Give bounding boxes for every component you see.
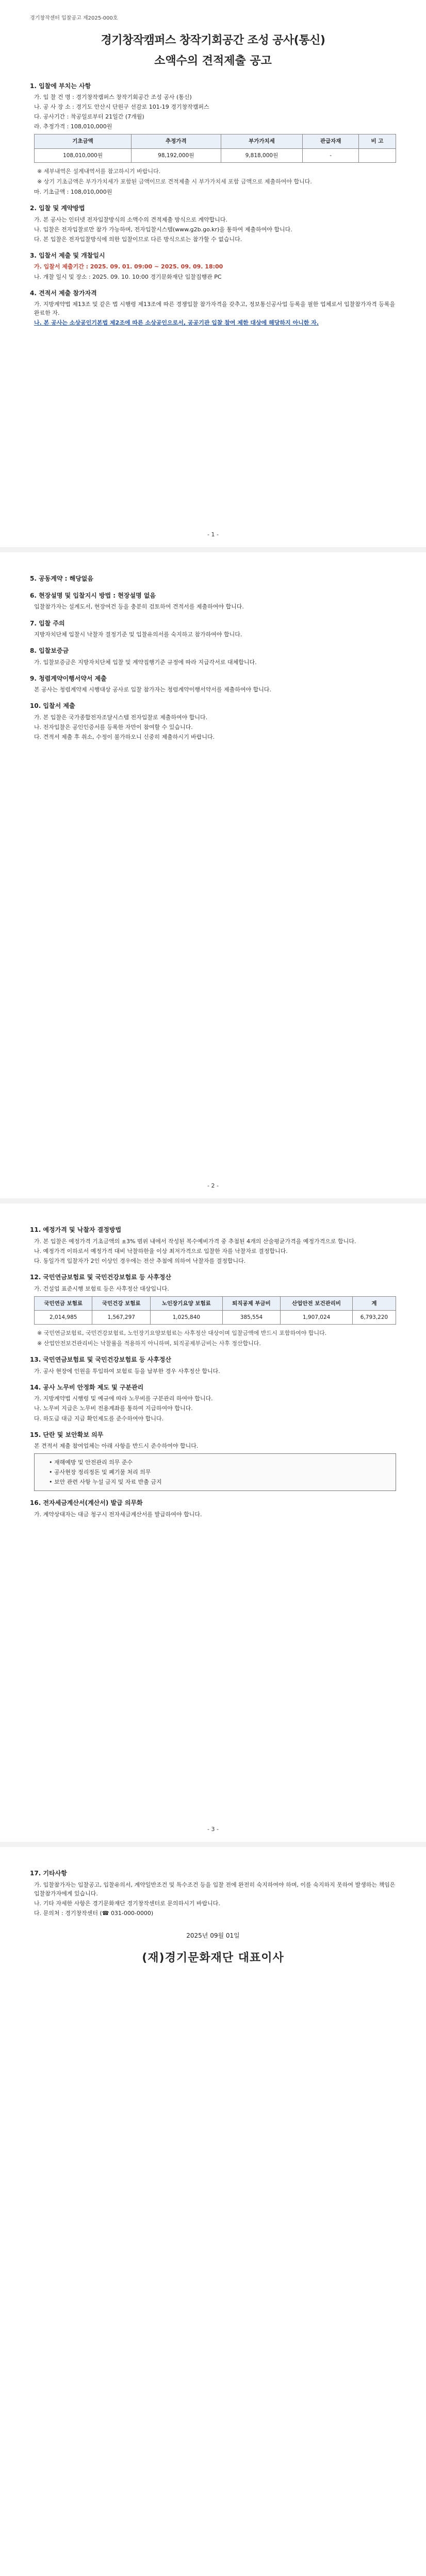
page-separator xyxy=(0,1842,426,1847)
list-item: 가. 입찰서 제출기간 : 2025. 09. 01. 09:00 ~ 2025. 09. 09. 18:00 xyxy=(34,263,223,270)
table-header-cell: 계 xyxy=(352,1296,396,1310)
list-item: 가. 본 입찰은 국가종합전자조달시스템 전자입찰로 제출하여야 합니다. xyxy=(34,714,208,721)
list-item: 가. 본 공사는 인터넷 전자입찰방식의 소액수의 견적제출 방식으로 계약합니다. xyxy=(34,216,227,223)
table-header-cell: 퇴직공제 부금비 xyxy=(222,1296,280,1310)
list-item: 다. 하도급 대금 지급 확인제도를 준수하여야 합니다. xyxy=(34,1415,164,1422)
list-item: 다. 공사기간 : 착공일로부터 21일간 (7개월) xyxy=(34,113,144,121)
paragraph: 본 견적서 제출 참여업체는 아래 사항을 반드시 준수하여야 합니다. xyxy=(34,1443,199,1450)
spacer xyxy=(30,742,396,1165)
table-header-cell: 노인장기요양 보험료 xyxy=(150,1296,222,1310)
table-header-cell: 국민건강 보험료 xyxy=(92,1296,150,1310)
list-item: 나. 개찰 일시 및 장소 : 2025. 09. 10. 10:00 경기문화재단 입찰집행관 PC xyxy=(34,273,222,280)
list-item: 가. 본 입찰은 예정가격 기초금액의 ±3% 범위 내에서 작성된 복수예비가격 중 추첨된 4개의 산술평균가격을 예정가격으로 합니다. xyxy=(34,1238,356,1245)
table-header-row xyxy=(35,1296,396,1310)
header-tag: 경기창작센터 입찰공고 제2025-000호 xyxy=(30,15,118,21)
closing-block xyxy=(30,1931,396,1968)
price-table xyxy=(34,134,396,163)
table-cell: 1,907,024 xyxy=(281,1310,353,1324)
list-item: 나. 입찰은 전자입찰로만 참가 가능하며, 전자입찰시스템(www.g2b.go.kr)을 통하여 제출하여야 합니다. xyxy=(34,226,292,233)
document-body xyxy=(0,1847,426,2576)
page-title: 경기창작캠퍼스 창작기회공간 조성 공사(통신) xyxy=(101,33,325,47)
table-header-cell: 비 고 xyxy=(358,134,396,148)
page-separator xyxy=(0,547,426,552)
list-item: 나. 예정가격 이하로서 예정가격 대비 낙찰하한율 이상 최저가격으로 입찰한 자를 낙찰자로 결정합니다. xyxy=(34,1247,288,1255)
document-page-2 xyxy=(0,552,426,1198)
list-item: 다. 동일가격 입찰자가 2인 이상인 경우에는 전산 추첨에 의하여 낙찰자를 결정합니다. xyxy=(34,1257,246,1264)
paragraph: 가. 입찰보증금은 지방자치단체 입찰 및 계약집행기준 규정에 따라 지급각서로 대체합니다. xyxy=(34,658,257,666)
table-header-cell: 기초금액 xyxy=(35,134,132,148)
notice-box xyxy=(34,1453,396,1491)
paragraph: 본 공사는 청렴계약제 시행대상 공사로 입찰 참가자는 청렴계약이행서약서를 제출하여야 합니다. xyxy=(34,686,272,693)
box-item: • 공사현장 정리정돈 및 폐기물 처리 의무 xyxy=(49,1469,151,1476)
table-cell xyxy=(358,148,396,162)
table-cell: 9,818,000원 xyxy=(221,148,303,162)
section-heading: 15. 단란 및 보안확보 의무 xyxy=(30,1431,104,1438)
section-heading: 5. 공동계약 : 해당없음 xyxy=(30,575,93,583)
list-item: 마. 기초금액 : 108,010,000원 xyxy=(34,189,112,196)
list-item: 다. 본 입찰은 전자입찰방식에 의한 입찰이므로 다른 방식으로는 참가할 수 없습니다. xyxy=(34,235,242,243)
table-header-row xyxy=(35,134,396,148)
list-item: 나. 기타 자세한 사항은 경기문화재단 경기창작센터로 문의하시기 바랍니다. xyxy=(34,1900,220,1907)
table-row xyxy=(35,148,396,162)
list-item: 가. 입 찰 건 명 : 경기창작캠퍼스 창작기회공간 조성 공사 (통신) xyxy=(34,94,192,101)
spacer xyxy=(30,1520,396,1808)
section-heading: 11. 예정가격 및 낙찰자 결정방법 xyxy=(30,1226,122,1234)
table-cell: 1,025,840 xyxy=(150,1310,222,1324)
document-body xyxy=(0,1204,426,1819)
section-heading: 12. 국민연금보험료 및 국민건강보험료 등 사후정산 xyxy=(30,1273,171,1281)
section-heading: 3. 입찰서 제출 및 개찰일시 xyxy=(30,251,105,259)
paragraph: 입찰참가자는 설계도서, 현장여건 등을 충분히 검토하여 견적서를 제출하여야 합니다. xyxy=(34,603,244,611)
table-header-cell: 관급자재 xyxy=(303,134,358,148)
section-heading: 13. 국민연금보험료 및 국민건강보험료 등 사후정산 xyxy=(30,1356,171,1364)
note-text: ※ 세부내역은 설계내역서를 참고하시기 바랍니다. xyxy=(37,168,161,175)
section-heading: 1. 입찰에 부치는 사항 xyxy=(30,82,91,90)
spacer xyxy=(30,328,396,514)
list-item: 가. 지방계약법 시행령 및 예규에 따라 노무비를 구분관리 하여야 합니다. xyxy=(34,1395,213,1402)
table-cell: 98,192,000원 xyxy=(132,148,221,162)
paragraph: 가. 공사 현장에 인원을 투입하여 보험료 등을 납부한 경우 사후정산 합니다. xyxy=(34,1367,220,1375)
paragraph: 가. 건설업 표준시행 보험료 등은 사후정산 대상입니다. xyxy=(34,1285,169,1292)
table-header-cell: 산업안전 보건관리비 xyxy=(281,1296,353,1310)
list-item: 나. 전자입찰은 공인인증서를 등록한 자만이 참여할 수 있습니다. xyxy=(34,724,193,731)
table-header-cell: 부가가치세 xyxy=(221,134,303,148)
page-separator xyxy=(0,1198,426,1204)
document-body xyxy=(0,0,426,524)
list-item: 나. 공 사 장 소 : 경기도 안산시 단원구 선감로 101-19 경기창작캠퍼스 xyxy=(34,104,209,111)
section-heading: 8. 입찰보증금 xyxy=(30,647,69,655)
document-page-1 xyxy=(0,0,426,547)
section-heading: 4. 견적서 제출 참가자격 xyxy=(30,289,97,297)
note-text: ※ 상기 기초금액은 부가가치세가 포함된 금액이므로 견적제출 시 부가가치세 포함 금액으로 제출하여야 합니다. xyxy=(37,178,312,185)
note-text: ※ 산업안전보건관리비는 낙찰률을 적용하지 아니하며, 퇴직공제부금비는 사후 정산합니다. xyxy=(37,1340,261,1347)
table-cell: 2,014,985 xyxy=(35,1310,92,1324)
table-header-cell: 국민연금 보험료 xyxy=(35,1296,92,1310)
section-heading: 6. 현장설명 및 입찰지시 방법 : 현장설명 없음 xyxy=(30,591,156,599)
box-item: • 재해예방 및 안전관리 의무 준수 xyxy=(49,1459,133,1466)
section-heading: 17. 기타사항 xyxy=(30,1869,67,1877)
signer-name: (재)경기문화재단 대표이사 xyxy=(142,1952,284,1965)
list-item: 다. 문의처 : 경기창작센터 (☎ 031-000-0000) xyxy=(34,1909,154,1917)
page-subtitle: 소액수의 견적제출 공고 xyxy=(154,54,272,67)
document-page-3 xyxy=(0,1204,426,1842)
table-cell: 108,010,000원 xyxy=(35,148,132,162)
announcement-date: 2025년 09월 01일 xyxy=(186,1931,240,1939)
table-header-cell: 추정가격 xyxy=(132,134,221,148)
page-number: - 2 - xyxy=(207,1182,219,1190)
title-block xyxy=(30,32,396,70)
document-page-4 xyxy=(0,1847,426,2576)
paragraph: 지방자치단체 입찰시 낙찰자 결정기준 및 입찰유의서를 숙지하고 참가하여야 합니다. xyxy=(34,631,242,638)
insurance-table xyxy=(34,1296,396,1325)
section-heading: 9. 청렴계약이행서약서 제출 xyxy=(30,674,107,682)
table-cell: - xyxy=(303,148,358,162)
table-cell: 1,567,297 xyxy=(92,1310,150,1324)
table-cell: 6,793,220 xyxy=(352,1310,396,1324)
note-text: ※ 국민연금보험료, 국민건강보험료, 노인장기요양보험료는 사후정산 대상이며 입찰금액에 반드시 포함하여야 합니다. xyxy=(37,1330,327,1337)
paragraph: 가. 계약상대자는 대금 청구시 전자세금계산서를 발급하여야 합니다. xyxy=(34,1511,202,1518)
box-item: • 보안 관련 사항 누설 금지 및 자료 반출 금지 xyxy=(49,1479,162,1486)
paragraph: 가. 지방계약법 제13조 및 같은 법 시행령 제13조에 따른 경쟁입찰 참가자격을 갖추고, 정보통신공사업 등록을 필한 업체로서 입찰참가자격 등록을 완료한 자. xyxy=(34,301,396,317)
section-heading: 10. 입찰서 제출 xyxy=(30,702,75,710)
list-item: 가. 입찰참가자는 입찰공고, 입찰유의서, 계약일반조건 및 특수조건 등을 입찰 전에 완전히 숙지하여야 하며, 이를 숙지하지 못하여 발생하는 책임은 입찰참가자에게 있습니다. xyxy=(34,1881,396,1897)
document-body xyxy=(0,552,426,1175)
section-heading: 7. 입찰 주의 xyxy=(30,619,65,627)
highlight-paragraph: 나. 본 공사는 소상공인기본법 제2조에 따른 소상공인으로서, 공공기관 입찰 참여 제한 대상에 해당하지 아니한 자. xyxy=(34,319,319,327)
section-heading: 16. 전자세금계산서(계산서) 발급 의무화 xyxy=(30,1499,143,1507)
table-row xyxy=(35,1310,396,1324)
page-number: - 3 - xyxy=(207,1825,219,1833)
section-heading: 2. 입찰 및 계약방법 xyxy=(30,205,85,212)
page-number: - 1 - xyxy=(207,531,219,538)
list-item: 나. 노무비 지급은 노무비 전용계좌를 통하여 지급하여야 합니다. xyxy=(34,1405,193,1412)
spacer xyxy=(30,1967,396,2576)
section-heading: 14. 공사 노무비 안정화 제도 및 구분관리 xyxy=(30,1383,144,1391)
list-item: 다. 견적서 제출 후 취소, 수정이 불가하오니 신중히 제출하시기 바랍니다. xyxy=(34,734,215,741)
table-cell: 385,554 xyxy=(222,1310,280,1324)
list-item: 라. 추정가격 : 108,010,000원 xyxy=(34,123,112,130)
